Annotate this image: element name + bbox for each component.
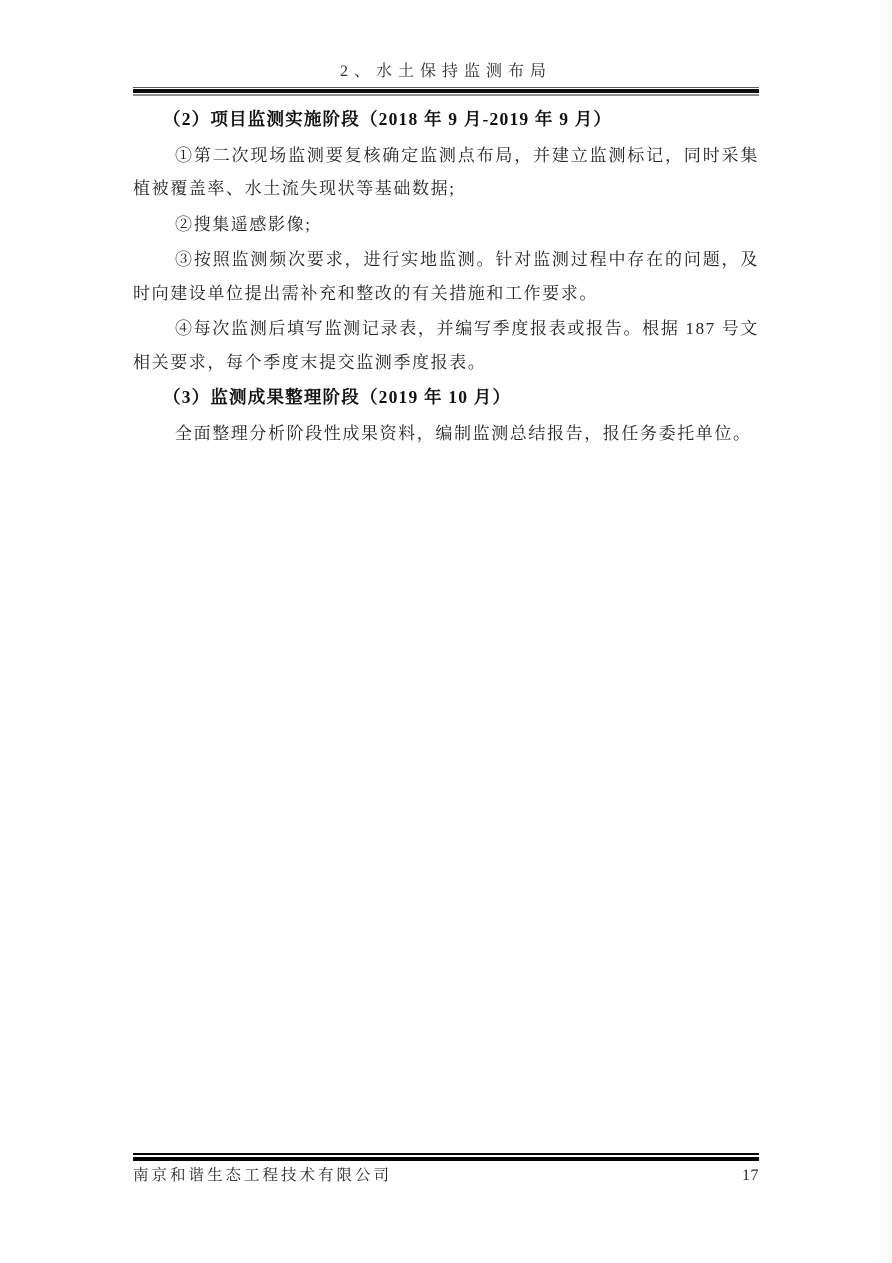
footer-company-name: 南京和谐生态工程技术有限公司: [133, 1167, 393, 1184]
paragraph-3: ③按照监测频次要求，进行实地监测。针对监测过程中存在的问题，及时向建设单位提出需补充和整改的有关措施和工作要求。: [133, 250, 759, 303]
header-rule-thin-top: [133, 87, 759, 88]
scan-edge-shadow: [876, 0, 892, 1263]
running-header-title: 2、水土保持监测布局: [339, 63, 552, 80]
running-footer: [133, 1163, 759, 1189]
footer-rule-thick: [133, 1157, 759, 1161]
paragraph-2: ②搜集遥感影像;: [175, 214, 312, 234]
paragraph-4: ④每次监测后填写监测记录表，并编写季度报表或报告。根据 187 号文相关要求，每个季度末提交监测季度报表。: [133, 319, 759, 372]
header-rule-thick: [133, 89, 759, 93]
section-heading-2: （2）项目监测实施阶段（2018 年 9 月-2019 年 9 月）: [163, 109, 613, 129]
footer-page-number: 17: [742, 1167, 759, 1184]
paragraph-5: 全面整理分析阶段性成果资料，编制监测总结报告，报任务委托单位。: [175, 423, 752, 443]
document-body: [133, 101, 759, 452]
section-heading-3: （3）监测成果整理阶段（2019 年 10 月）: [163, 387, 512, 407]
footer-double-rule: [133, 1153, 759, 1161]
paragraph-1: ①第二次现场监测要复核确定监测点布局，并建立监测标记，同时采集植被覆盖率、水土流失现状等基础数据;: [133, 145, 759, 198]
header-double-rule: [133, 87, 759, 96]
header-rule-thin-bottom: [133, 94, 759, 96]
footer-rule-thin: [133, 1153, 759, 1155]
